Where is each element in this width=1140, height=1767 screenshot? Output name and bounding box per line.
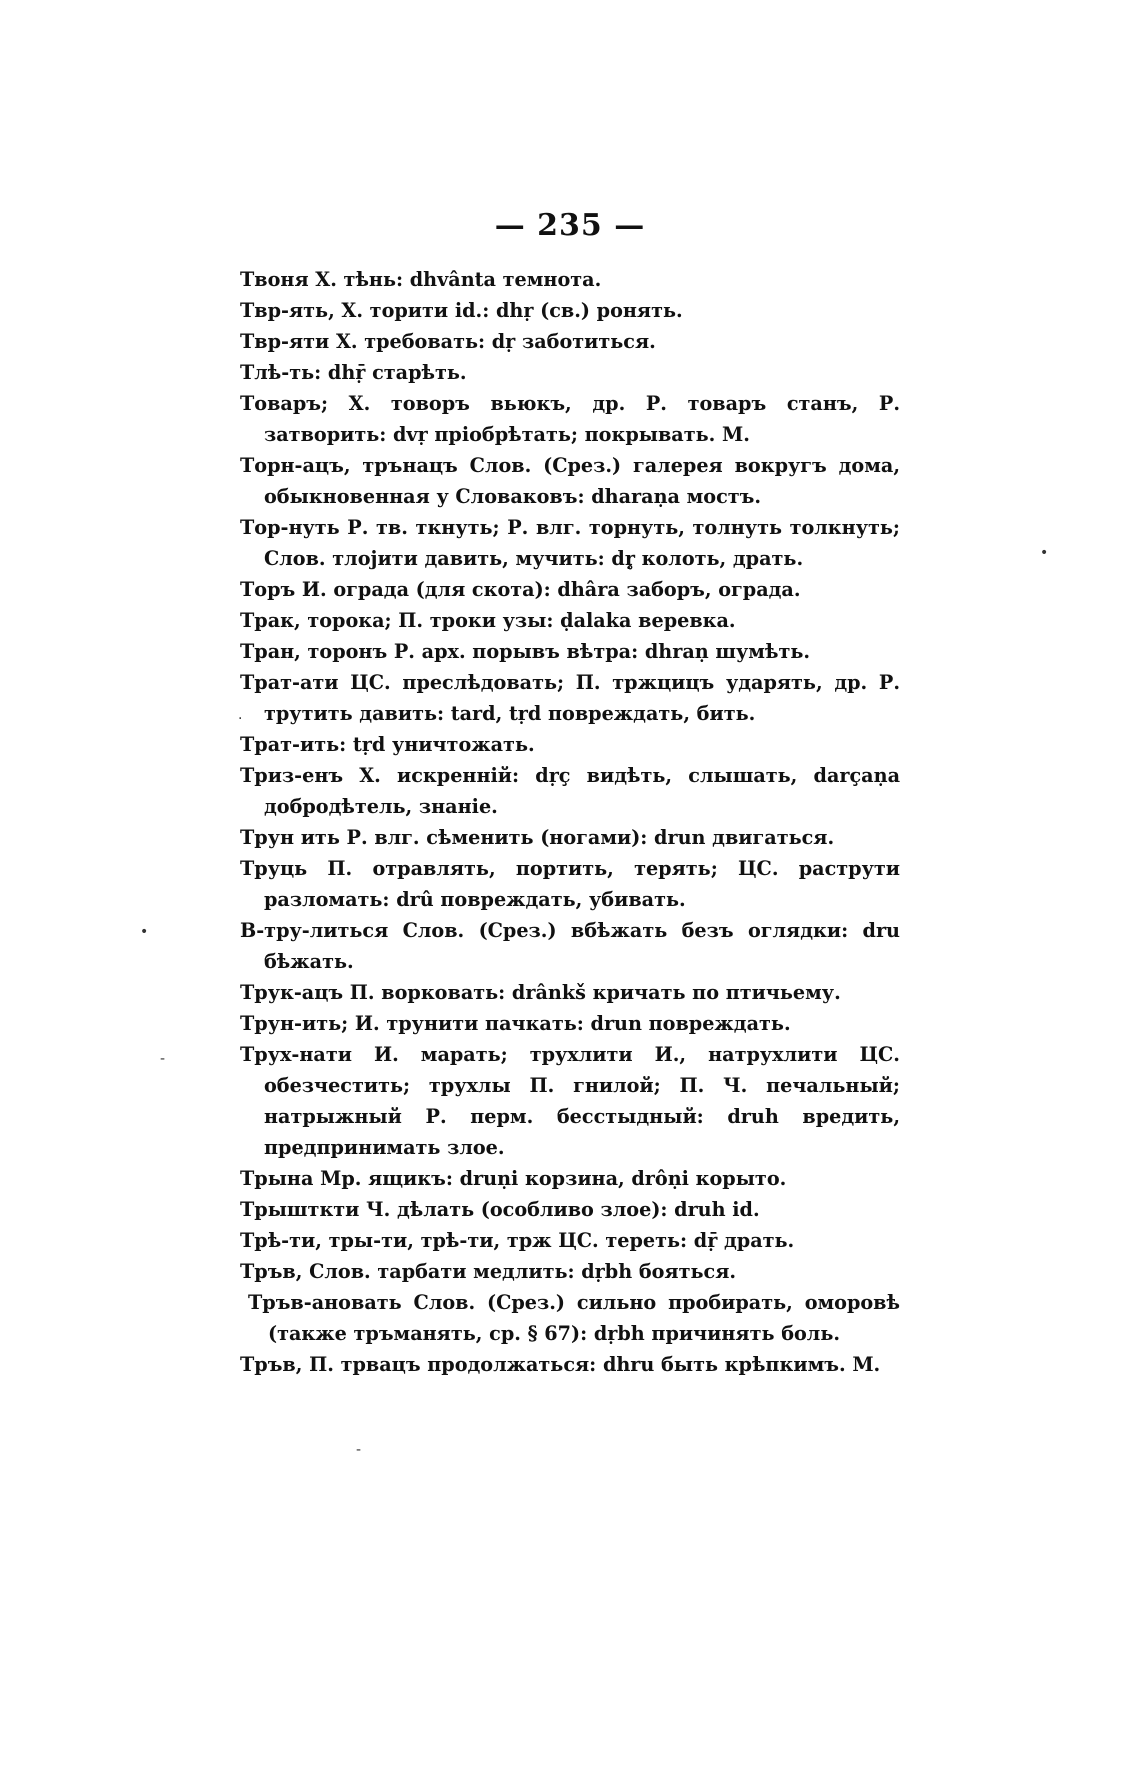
ink-speck: • <box>140 924 149 940</box>
dictionary-entry: Трына Мр. ящикъ: druṇi корзина, drôṇi корыто. <box>240 1167 787 1190</box>
dictionary-entry: Трышткти Ч. дѣлать (особливо злое): druh id. <box>240 1198 760 1221</box>
dictionary-entry: Твр-яти Х. требовать: dṛ заботиться. <box>240 330 656 353</box>
dictionary-entry: Труць П. отравлять, портить, терять; ЦС. раструти разломать: drû повреждать, убивать. <box>240 857 900 911</box>
ink-speck: - <box>356 1442 362 1458</box>
dictionary-entry: Трун-ить; И. трунити пачкать: drun повреждать. <box>240 1012 791 1035</box>
dictionary-entry: Тръв, Слов. тарбати медлить: dṛbh бояться. <box>240 1260 737 1283</box>
dictionary-entry: Торъ И. ограда (для скота): dhâra заборъ, ограда. <box>240 578 801 601</box>
dictionary-entry: Трун ить Р. влг. сѣменить (ногами): drun двигаться. <box>240 826 835 849</box>
dictionary-entry: Трат-ить: tṛd уничтожать. <box>240 733 535 756</box>
dictionary-entry: Тлѣ-ть: dhṝ старѣть. <box>240 361 467 384</box>
dictionary-entry: Товаръ; Х. товоръ вьюкъ, др. Р. товаръ станъ, Р. затворить: dvṛ пріобрѣтать; покрывать. М. <box>240 392 900 446</box>
ink-speck: · <box>238 711 243 727</box>
dictionary-entry: Твоня Х. тѣнь: dhvânta темнота. <box>240 268 602 291</box>
dictionary-entry: Трак, торока; П. троки узы: ḍalaka веревка. <box>240 609 736 632</box>
dictionary-entry: Триз-енъ Х. искренній: dṛç видѣть, слышать, darçaṇa добродѣтель, знаніе. <box>240 764 900 818</box>
ink-speck: • <box>1040 545 1049 561</box>
dictionary-entry: Трух-нати И. марать; трухлити И., натрухлити ЦС. обезчестить; трухлы П. гнилой; П. Ч. печальный; натрыжный Р. перм. бесстыдный: druh вредить, предпринимать злое. <box>240 1043 900 1159</box>
dictionary-entry: Трат-ати ЦС. преслѣдовать; П. тржцицъ ударять, др. Р. трутить давить: tard, tṛd повреждать, бить. <box>240 671 900 725</box>
dictionary-entry: Тръв-ановать Слов. (Срез.) сильно пробирать, оморовѣ (также тръманять, ср. § 67): dṛbh причинять боль. <box>248 1291 900 1345</box>
dictionary-entry: В-тру-литься Слов. (Срез.) вбѣжать безъ оглядки: dru бѣжать. <box>240 919 900 973</box>
ink-speck: - <box>160 1051 166 1067</box>
dictionary-entry: Твр-ять, Х. торити id.: dhṛ (св.) ронять. <box>240 299 683 322</box>
dictionary-entries <box>240 264 900 1380</box>
dictionary-entry: Тръв, П. трвацъ продолжаться: dhru быть крѣпкимъ. М. <box>240 1353 881 1376</box>
dictionary-entry: Трѣ-ти, тры-ти, трѣ-ти, трж ЦС. тереть: dṝ драть. <box>240 1229 795 1252</box>
dictionary-entry: Трук-ацъ П. ворковать: drânkš кричать по птичьему. <box>240 981 841 1004</box>
dictionary-entry: Тор-нуть Р. тв. ткнуть; Р. влг. торнуть, толнуть толкнуть; Слов. тлојити давить, мучить: dṛ̥ колоть, драть. <box>240 516 900 570</box>
dictionary-entry: Тран, торонъ Р. арх. порывъ вѣтра: dhraṇ шумѣть. <box>240 640 811 663</box>
dictionary-entry: Торн-ацъ, трънацъ Слов. (Срез.) галерея вокругъ дома, обыкновенная у Словаковъ: dharaṇa мостъ. <box>240 454 900 508</box>
page-number: — 235 — <box>494 208 646 243</box>
